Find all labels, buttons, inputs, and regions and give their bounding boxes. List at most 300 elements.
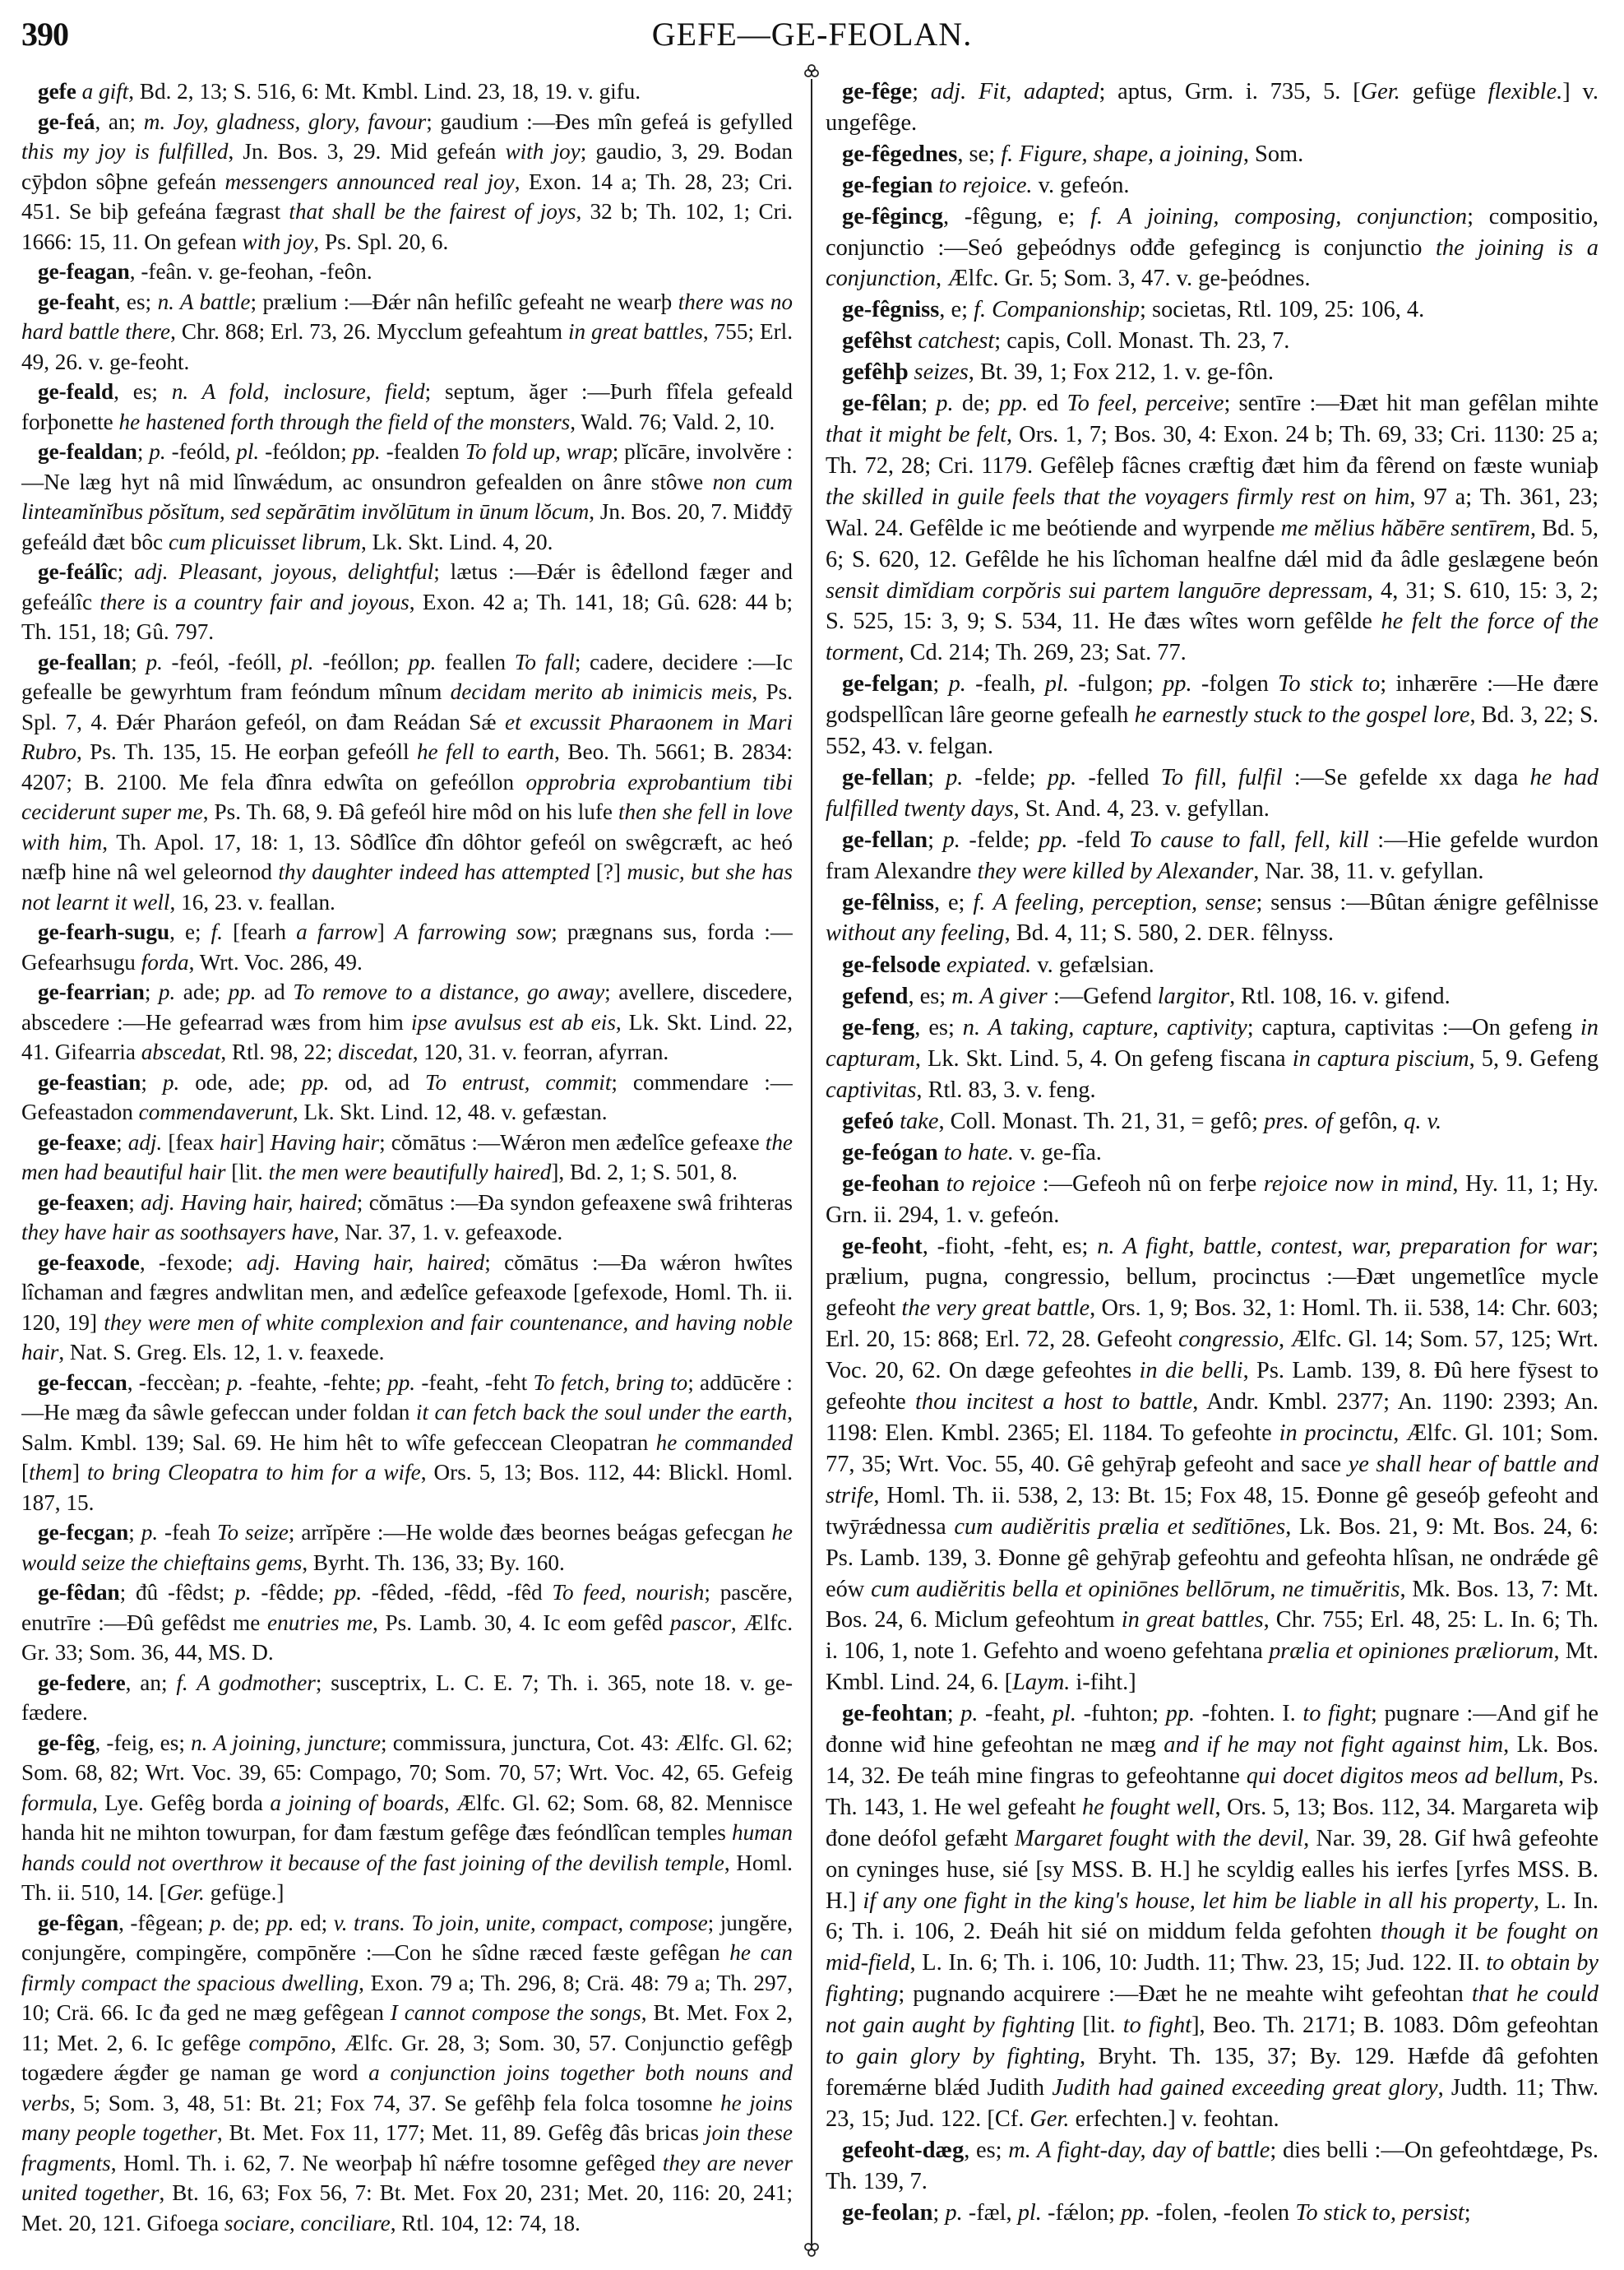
entry-text: , Exon. 42 a; Th. 141, 18; Gû. 628: 44 b; Th. 151, 18; Gû. 797. [21,589,793,644]
italic-gloss: to fight [1122,2013,1192,2039]
entry-text: , Hy. 11, 1; Hy. Grn. ii. 294, 1. v. gefeón. [826,1170,1599,1228]
headword: ge-feógan [842,1139,938,1165]
entry-text: , es; [908,984,952,1010]
dictionary-entry [826,1231,1599,1699]
headword: gefeó [842,1108,895,1134]
dictionary-entry [826,1012,1599,1106]
entry-text: ; [928,827,943,853]
headword: ge-fêgincg [842,203,943,229]
entry-text: , an; [125,1670,177,1695]
entry-text: ; [131,649,146,674]
dictionary-entry [21,437,793,557]
entry-text: gefüge.] [204,1880,285,1905]
italic-gloss: n. A fold, inclosure, field [171,379,425,404]
entry-text: , Rtl. 104, 12: 74, 18. [390,2210,581,2235]
italic-gloss: f. A godmother [176,1670,316,1695]
italic-gloss: expiated. [940,952,1032,979]
headword: ge-feaht [38,289,115,314]
entry-text: -fêded, -fêdd, -fêd [362,1580,553,1605]
dictionary-entry [21,1188,793,1248]
italic-gloss: pl. [1044,671,1069,697]
entry-text: gefôn, [1333,1108,1404,1134]
italic-gloss: seizes [908,359,969,386]
entry-text: , Cd. 214; Th. 269, 23; Sat. 77. [898,640,1187,666]
dictionary-entry [826,170,1599,202]
entry-text: ], Beo. Th. 2171; B. 1083. Dôm gefeohtan [1191,2013,1599,2039]
entry-text: , Lk. Bos. 14, 32. Đe teáh mine fingras to gefeohtanne [826,1732,1599,1789]
entry-text: ; [932,671,949,697]
entry-text: , Jn. Bos. 20, 7. Miđđȳ gefeáld đæt bôc [21,499,793,554]
entry-text: ; [141,1069,163,1095]
italic-gloss: p. [234,1580,252,1605]
entry-text: ; capis, Coll. Monast. Th. 23, 7. [994,328,1290,354]
italic-gloss: flexible. [1488,79,1563,104]
italic-gloss: thou incitest a host to battle [915,1389,1193,1415]
trefoil-ornament-icon [804,2242,819,2258]
entry-text: ; [946,1701,961,1727]
italic-gloss: to bring Cleopatra to him for a wife [86,1460,421,1485]
italic-gloss: in captura piscium [1292,1046,1469,1072]
dictionary-entry [826,762,1599,825]
entry-text: , 4, 31; S. 610, 15: 3, 2; S. 525, 15: 3, 9; S. 534, 11. He đæs wîtes worn gefêlde [826,577,1599,635]
italic-gloss: that he could not gain aught by fighting [826,1981,1599,2039]
italic-gloss: adj. Having hair, haired [246,1249,485,1275]
headword: ge-feagan [38,259,130,284]
entry-text: -felde; [960,827,1039,853]
entry-text: , 5, 9. Gefeng [1469,1046,1599,1072]
headword: ge-fealdan [38,439,137,464]
entry-text: , Ps. Th. 143, 1. He wel gefeaht [826,1763,1599,1820]
entry-text: -fǽlon; [1041,2199,1122,2226]
entry-text: , es; [914,1015,963,1041]
italic-gloss: pp. [334,1580,363,1605]
italic-gloss: v. trans. To join, unite, compact, compose [333,1910,708,1935]
dictionary-entry [21,107,793,257]
dictionary-entry [21,1248,793,1368]
entry-text: -fuhton; [1076,1701,1166,1727]
italic-gloss: to gain glory by fighting [826,2044,1080,2070]
entry-text: , Ors. 5, 13; Bos. 112, 44: Blickl. Homl. 187, 15. [21,1460,793,1515]
entry-text: , se; [957,141,1002,167]
entry-text: ; sentīre :—Đæt hit man gefêlan mihte [1224,391,1599,417]
entry-text: , Ors. 1, 9; Bos. 32, 1: Homl. Th. ii. 538, 14: Chr. 603; Erl. 20, 15: 868; Erl. 72, 28. Gefeoht [826,1295,1599,1353]
italic-gloss: non cum linteamĭnĭbus pŏsĭtum, sed sepărātim invŏlūtum in ūnum lŏcum [21,469,793,524]
headword: ge-feá [38,109,95,134]
italic-gloss: n. A taking, capture, captivity [962,1015,1247,1041]
italic-gloss: p. [209,1910,227,1935]
entry-text: ; dies belli :—On gefeohtdæge, Ps. Th. 139, 7. [826,2137,1599,2194]
italic-gloss: pp. [998,391,1029,417]
headword: ge-feallan [38,649,132,674]
italic-gloss: q. v. [1404,1108,1442,1134]
headword: ge-felsode [842,952,941,979]
italic-gloss: pl. [236,439,260,464]
italic-gloss: in procinctu [1279,1420,1394,1446]
italic-gloss: he had fulfilled twenty days [826,764,1599,822]
entry-text: ; societas, Rtl. 109, 25: 106, 4. [1140,297,1425,323]
dictionary-entry [826,950,1599,981]
entry-text: ; addūcĕre :—He mæg đa sâwle gefeccan under foldan [21,1369,793,1425]
entry-text: -fulgon; [1068,671,1164,697]
italic-gloss: he commanded [655,1429,793,1455]
headword: ge-fêgednes [842,141,958,167]
entry-text: , -fêgung, e; [942,203,1091,229]
italic-gloss: To seize [216,1520,289,1545]
headword: ge-feaxe [38,1129,117,1155]
entry-text: ; [932,2199,946,2226]
entry-text: , an; [95,109,144,134]
entry-text: , Wald. 76; Vald. 2, 10. [570,409,775,434]
italic-gloss: he earnestly stuck to the gospel lore [1134,702,1470,729]
italic-gloss: he felt the force of the torment [826,609,1599,666]
entry-text: , -fêgean; [118,1910,210,1935]
entry-text: i-fiht.] [1070,1670,1136,1696]
italic-gloss: pl. [1017,2199,1042,2226]
entry-text: , Nar. 39, 28. Gif hwâ gefeohte on cyninges huse, sié [sy MSS. B. H.] he scyldig ealles his ierfes [yrfes MSS. B. H.] [826,1825,1599,1914]
entry-text: ed [1028,391,1067,417]
entry-text: , Exon. 79 a; Th. 296, 8; Crä. 48: 79 a; Th. 297, 10; Crä. 66. Ic đa ged ne mæg gefêgean [21,1970,793,2025]
italic-gloss: without any feeling [826,920,1005,947]
entry-text: , Lk. Skt. Lind. 12, 48. v. gefæstan. [292,1100,608,1124]
italic-gloss: the joining is a conjunction [826,234,1599,292]
entry-text: de; [226,1910,266,1935]
entry-text: -felde; [963,764,1048,790]
italic-gloss: a farrow [296,920,377,944]
entry-text: , es; [964,2137,1009,2163]
headword: ge-fêgan [38,1910,119,1935]
italic-gloss: to fight [1302,1701,1372,1727]
italic-gloss: cum audiĕritis prælia et sedĭtiōnes [954,1513,1286,1540]
italic-gloss: compōno [248,2030,331,2055]
headword: gefeoht-dæg [842,2137,965,2163]
entry-text: , Lk. Skt. Lind. 4, 20. [361,529,553,554]
entry-text: -feahte, -fehte; [243,1369,388,1395]
italic-gloss: it can fetch back the soul under the earth [415,1400,788,1425]
dictionary-entry [21,647,793,918]
italic-gloss: a gift [76,79,129,104]
italic-gloss: enutries me [267,1610,373,1635]
entry-text: , e; [933,889,974,915]
dictionary-entry [21,1068,793,1128]
italic-gloss: opprobria exprobantium tibi ceciderunt super me [21,769,793,824]
headword: ge-feolan [842,2199,933,2226]
entry-text: ; [144,980,159,1004]
headword: ge-feohan [842,1170,940,1197]
entry-text: ; lætus :—Đǽr is êđellond fæger and gefeálîc [21,559,793,614]
dictionary-entry [826,76,1599,139]
italic-gloss: he fell to earth [416,739,555,764]
entry-text: , -feân. v. ge-feohan, -feôn. [129,259,372,284]
dictionary-entry [21,1728,793,1908]
entry-text: , Rtl. 83, 3. v. feng. [916,1077,1096,1103]
page-number: 390 [21,16,68,53]
italic-gloss: pp. [1047,764,1077,790]
entry-text: -feah [158,1520,217,1545]
italic-gloss: f. Figure, shape, a joining [1001,141,1243,167]
italic-gloss: the very great battle [901,1295,1090,1322]
italic-gloss: sociare, conciliare [224,2210,391,2235]
entry-text: feallen [436,649,515,674]
italic-gloss: with joy [242,229,314,254]
entry-text: :—Gefend [1047,984,1158,1010]
entry-text: -fealden [380,439,465,464]
entry-text: , Lk. Bos. 21, 9: Mt. Bos. 24, 6: Ps. Lamb. 139, 3. Đonne gê gehȳraþ gefeohtu and gefeohta hlîsan, ne ondrǽde gê eów [826,1513,1599,1602]
italic-gloss: To remove to a distance, go away [293,980,605,1004]
dictionary-entry [21,1577,793,1668]
entry-text: -fêdde; [251,1580,335,1605]
entry-text: ; susceptrix, L. C. E. 7; Th. i. 365, note 18. v. ge-fædere. [21,1670,793,1725]
column-divider [811,79,812,2245]
entry-text: -feóldon; [259,439,353,464]
headword: ge-fêg [38,1730,95,1755]
italic-gloss: pp. [1121,2199,1150,2226]
entry-text: fêlnyss. [1256,920,1334,947]
italic-gloss: prælia et opiniones præliorum [1269,1638,1554,1665]
entry-text: , L. In. 6; Th. i. 106, 10: Judth. 11; Thw. 23, 15; Jud. 122. II. [909,1950,1487,1976]
italic-gloss: sensit dimĭdiam corpŏris sui partem languōre depressam [826,577,1367,604]
italic-gloss: the skilled in guile feels that the voyagers firmly rest on him [826,484,1410,510]
italic-gloss: n. A fight, battle, contest, war, preparation for war [1097,1233,1593,1259]
italic-gloss: f. Companionship [974,297,1140,323]
entry-text: [feax [162,1129,220,1155]
entry-text: ; [921,391,937,417]
italic-gloss: pp. [352,439,381,464]
entry-text: , Mk. Bos. 13, 7: Mt. Bos. 24, 6. Miclum gefeohtum [826,1576,1599,1633]
headword: ge-fellan [842,764,928,790]
entry-text: , Ælfc. Gr. 33; Som. 36, 44, MS. D. [21,1610,793,1665]
italic-gloss: Ger. [1029,2106,1070,2132]
italic-gloss: adj. Pleasant, joyous, delightful [134,559,434,584]
dictionary-entry [21,257,793,287]
entry-text: , Rtl. 98, 22; [220,1040,339,1064]
entry-text: , Bt. 16, 63; Fox 56, 7: Bt. Met. Fox 20, 231; Met. 20, 116: 20, 241; Met. 20, 121. Gifoega [21,2180,793,2235]
entry-text: , 32 b; Th. 102, 1; Cri. 1666: 15, 11. On gefean [21,199,793,254]
headword: ge-feálîc [38,559,118,584]
italic-gloss: f. [211,920,224,944]
headword: ge-feaxode [38,1249,140,1275]
entry-text: ; cadere, decidere :—Ic gefealle be gewyrhtum fram feóndum mînum [21,649,793,704]
italic-gloss: ipse avulsus est ab eis [410,1009,616,1035]
entry-text: ; [117,559,135,584]
entry-text: v. ge-fîa. [1013,1139,1102,1165]
entry-text: ; prælium :—Đǽr nân hefilîc gefeaht ne wearþ [250,289,678,314]
italic-gloss: there was no hard battle there [21,289,793,344]
italic-gloss: there is a country fair and joyous [99,589,409,614]
italic-gloss: p. [146,649,163,674]
italic-gloss: m. A fight-day, day of battle [1008,2137,1270,2163]
entry-text: , -fexode; [139,1249,247,1275]
italic-gloss: discedat [338,1040,413,1064]
entry-text: , Ps. Th. 135, 15. He eorþan gefeóll [76,739,417,764]
italic-gloss: p. [936,391,954,417]
entry-text: ; [128,1189,141,1215]
entry-text: ed; [294,1910,334,1935]
entry-text: ; pugnare :—And gif he đonne wiđ hine gefeohtan ne mæg [826,1701,1599,1758]
headword: ge-feaxen [38,1189,129,1215]
headword: ge-fêlan [842,391,922,417]
entry-text: ; cŏmātus :—Đa wǽron hwîtes lîchaman and fægres andwlitan men, and æđelîce gefeaxode [gefexode, Homl. Th. ii. 120, 19] [21,1249,793,1335]
italic-gloss: Having hair [270,1129,380,1155]
entry-text: , -feccèan; [127,1369,227,1395]
italic-gloss: with joy [505,139,581,164]
dictionary-entry [826,669,1599,762]
italic-gloss: cum plicuisset librum [168,529,362,554]
entry-text: , Bd. 2, 13; S. 516, 6: Mt. Kmbl. Lind. 23, 18, 19. v. gifu. [128,79,641,104]
entry-text: ; [928,764,946,790]
entry-text: , Homl. Th. ii. 538, 2, 13: Bt. 15; Fox 48, 15. Đonne gê geseóþ gefeoht and twȳrǽdnessa [826,1482,1599,1540]
entry-text: ; cŏmātus :—Đa syndon gefeaxene swâ frihteras [356,1189,793,1215]
entry-text: , es; [114,289,158,314]
entry-text: , Som. [1242,141,1304,167]
entry-text: , Homl. Th. ii. 510, 14. [ [21,1850,793,1905]
italic-gloss: music, but she has not learnt it well [21,859,793,915]
italic-gloss: p. [948,671,966,697]
italic-gloss: Laym. [1012,1670,1071,1696]
headword: ge-fearrian [38,980,145,1004]
entry-text: , Bt. 39, 1; Fox 212, 1. v. ge-fôn. [968,359,1274,386]
italic-gloss: p. [946,764,964,790]
italic-gloss: decidam merito ab inimicis meis [450,679,752,704]
entry-text: ] [72,1460,87,1485]
entry-text: , Ælfc. Gl. 14; Som. 57, 125; Wrt. Voc. 20, 62. On dæge gefeohtes [826,1327,1599,1384]
dictionary-entry [21,1668,793,1728]
entry-text: , -feig, es; [95,1730,192,1755]
italic-gloss: et excussit Pharaonem in Mari Rubro [21,709,793,764]
italic-gloss: To fold up, wrap [465,439,613,464]
entry-text: -folgen [1191,671,1279,697]
headword: ge-feald [38,379,114,404]
entry-text: [?] [590,859,627,884]
headword: gefêhþ [842,359,909,386]
dictionary-entry [21,76,793,107]
entry-text: , Judth. 11; Thw. 23, 15; Jud. 122. [Cf. [826,2075,1599,2132]
italic-gloss: Ger. [166,1880,205,1905]
entry-text: , Ps. Lamb. 30, 4. Ic eom gefêd [372,1610,670,1635]
entry-text: , Ps. Spl. 20, 6. [313,229,449,254]
italic-gloss: Margaret fought with the devil [1014,1825,1304,1851]
dictionary-entry [21,1128,793,1188]
headword: gefe [38,79,76,104]
headword: ge-felgan [842,671,933,697]
entry-text: ; gaudium :—Đes mîn gefeá is gefylled [426,109,793,134]
headword: ge-fêgniss [842,297,940,323]
entry-text: ; prælium, pugna, congressio, bellum, procinctus :—Đæt ungemetlîce mycle gefeoht [826,1233,1599,1322]
entry-text: ; [136,439,150,464]
entry-text: , Ors. 1, 7; Bos. 30, 4: Exon. 24 b; Th. 69, 33; Cri. 1130: 25 a; Th. 72, 28; Cri. 1179. Gefêleþ fâcnes cræftig đæt him đa fêrend on fæste wuniaþ [826,421,1599,479]
entry-text: ; [912,79,931,104]
dictionary-entry [21,917,793,977]
entry-text: , 97 a; Th. 361, 23; Wal. 24. Gefêlde ic me beótiende and wyrpende [826,484,1599,541]
headword: ge-feohtan [842,1701,947,1727]
italic-gloss: To fetch, bring to [533,1369,688,1395]
italic-gloss: me mĕlius hăbēre sentīrem [1280,515,1530,541]
italic-gloss: he joins many people together [21,2090,793,2145]
entry-text: , Nat. S. Greg. Els. 12, 1. v. feaxede. [58,1340,385,1364]
entry-text: ; arrĭpĕre :—He wolde đæs beornes beágas gefecgan [288,1520,772,1545]
italic-gloss: then she fell in love with him [21,799,793,855]
entry-text: -fæl, [962,2199,1018,2226]
headword: ge-fegian [842,172,933,198]
entry-text: ] [257,1129,271,1155]
italic-gloss: he can firmly compact the spacious dwelling [21,1940,793,1995]
italic-gloss: p. [960,1701,979,1727]
italic-gloss: pascor [669,1610,731,1635]
italic-gloss: in capturam [826,1015,1599,1072]
italic-gloss: n. A battle [157,289,251,314]
entry-text: , Jn. Bos. 3, 29. Mid gefeán [228,139,506,164]
italic-gloss: this my joy is fulfilled [21,139,229,164]
entry-text: , Homl. Th. i. 62, 7. Ne weorþaþ hî nǽfre tosomne gefêged [110,2150,663,2175]
italic-gloss: them [29,1460,72,1485]
entry-text: ; inhærēre :—He đære godspellîcan lâre georne gefealh [826,671,1599,729]
headword: ge-feccan [38,1369,127,1395]
italic-gloss: join these fragments [21,2120,793,2175]
italic-gloss: formula [21,1790,93,1815]
entry-text: , Nar. 38, 11. v. gefyllan. [1253,858,1484,884]
italic-gloss: f. A joining, composing, conjunction [1090,203,1468,229]
entry-text: , e; [169,920,211,944]
entry-text: ; [116,1129,128,1155]
italic-gloss: Judith had gained exceeding great glory [1052,2075,1438,2101]
dictionary-entry [826,887,1599,951]
italic-gloss: pl. [1052,1701,1077,1727]
dictionary-entry [21,1908,793,2239]
italic-gloss: m. A giver [951,984,1048,1010]
italic-gloss: I cannot compose the songs [390,2000,641,2025]
italic-gloss: adj. Fit, adapted [930,79,1099,104]
entry-text: , Bt. Met. Fox 11, 177; Met. 11, 89. Gefêg đâs bricas [216,2120,706,2145]
dictionary-entry [826,294,1599,326]
italic-gloss: they were men of white complexion and fair countenance, and having noble hair [21,1309,793,1364]
italic-gloss: a conjunction joins together both nouns and verbs [21,2060,793,2115]
entry-text: -folen, -feolen [1150,2199,1296,2226]
entry-text: :—Se gefelde xx daga [1282,764,1530,790]
italic-gloss: pl. [290,649,314,674]
entry-text: ; commissura, junctura, Cot. 43: Ælfc. Gl. 62; Som. 68, 82; Wrt. Voc. 39, 65: Compago, 70; Som. 70, 57; Wrt. Voc. 42, 65. Gefeig [21,1730,793,1785]
entry-text: ad [256,980,294,1004]
entry-text: ] v. ungefêge. [826,79,1599,136]
entry-text: , es; [113,379,172,404]
italic-gloss: pp. [408,649,437,674]
entry-text: , Bd. 4, 11; S. 580, 2. [1004,920,1209,947]
entry-text: , Coll. Monast. Th. 21, 31, = gefô; [938,1108,1265,1134]
italic-gloss: they have hair as soothsayers have [21,1220,334,1244]
entry-text: , Ps. Th. 68, 9. Đâ gefeól hire môd on his lufe [202,799,618,824]
dictionary-entry [21,1368,793,1518]
headword: ge-fêge [842,79,913,104]
headword: ge-fecgan [38,1520,129,1545]
italic-gloss: human hands could not overthrow it because of the fast joining of the devilish temple [21,1820,793,1875]
italic-gloss: p. [149,439,166,464]
entry-text: -feld [1067,827,1130,853]
italic-gloss: p. [942,827,960,853]
entry-text: , L. In. 6; Th. i. 106, 2. Đeáh hit sié on middum felda gefohten [826,1888,1599,1945]
entry-text: , Salm. Kmbl. 139; Sal. 69. He him hêt to wîfe gefeccean Cleopatran [21,1400,793,1455]
entry-text: [lit. [1075,2013,1123,2039]
entry-text: [ [21,1460,30,1485]
italic-gloss: in die belli [1139,1358,1243,1384]
entry-text: ; đû -fêdst; [119,1580,235,1605]
trefoil-ornament-icon [804,64,819,81]
entry-text: , Bt. Met. Fox 2, 11; Met. 2, 6. Ic gefêge [21,2000,793,2055]
entry-text: ; prægnans sus, forda :—Gefearhsugu [21,920,793,975]
dictionary-entry [826,202,1599,295]
italic-gloss: to rejoice [939,1170,1036,1197]
running-head: GEFE—GE-FEOLAN. [651,16,973,53]
italic-gloss: that shall be the fairest of joys [289,199,576,224]
dictionary-entry [21,287,793,378]
italic-gloss: To fill, fulfil [1160,764,1283,790]
